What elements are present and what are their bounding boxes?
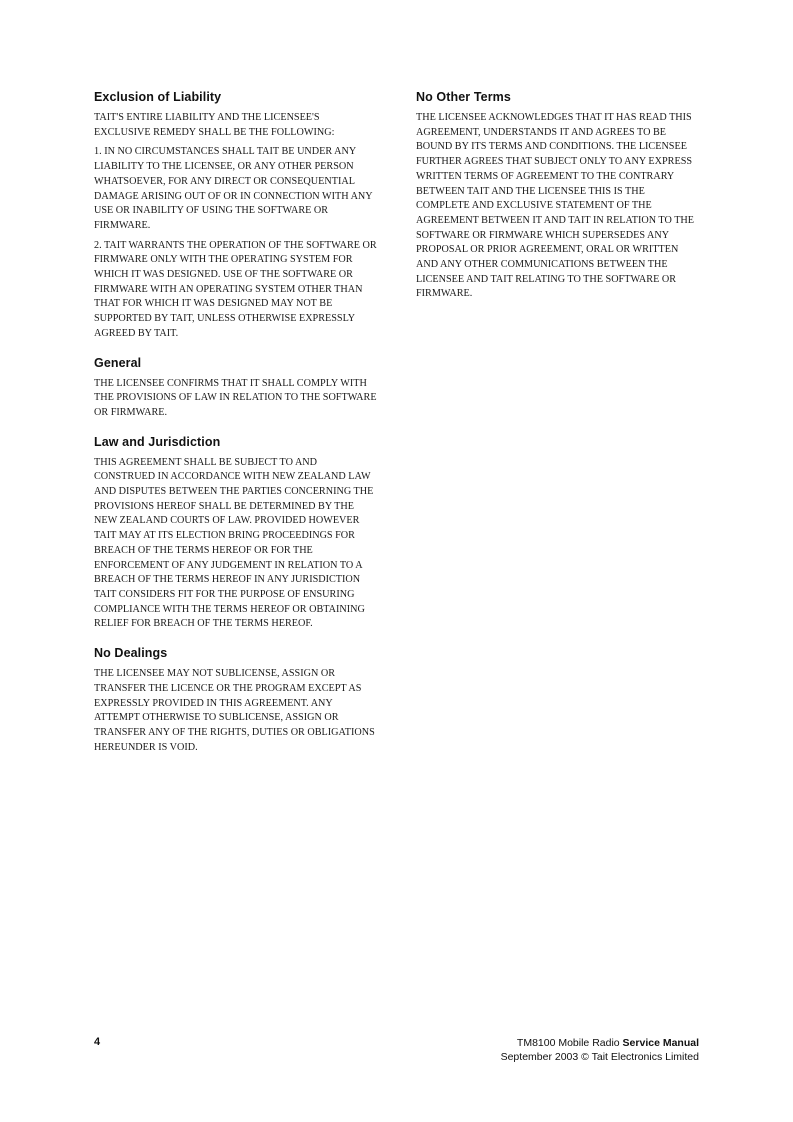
section-heading: Exclusion of Liability [94,90,222,104]
footer-info [501,1036,699,1064]
section-exclusion-of-liability [94,90,378,342]
footer-copyright: September 2003 © Tait Electronics Limited [500,1051,699,1063]
section-heading: Law and Jurisdiction [94,434,221,449]
page-number: 4 [94,1036,101,1048]
section-no-dealings [94,646,378,755]
paragraph: TAIT'S ENTIRE LIABILITY AND THE LICENSEE'S EXCLUSIVE REMEDY SHALL BE THE FOLLOWING: [94,112,335,138]
paragraph: THE LICENSEE MAY NOT SUBLICENSE, ASSIGN OR TRANSFER THE LICENCE OR THE PROGRAM EXCEPT AS EXPRESSLY PROVIDED IN THIS AGREEMENT. ANY ATTEMPT OTHERWISE TO SUBLICENSE, ASSIGN OR TRANSFER ANY OF THE RIGHTS, DUTIES OR OBLIGATIONS HEREUNDER IS VOID. [94,668,375,753]
section-heading: No Dealings [94,646,168,661]
section-law-and-jurisdiction [94,435,378,632]
paragraph: THIS AGREEMENT SHALL BE SUBJECT TO AND CONSTRUED IN ACCORDANCE WITH NEW ZEALAND LAW AND DISPUTES BETWEEN THE PARTIES CONCERNING THE PROVISIONS HEREOF SHALL BE DETERMINED BY THE NEW ZEALAND COURTS OF LAW. PROVIDED HOWEVER TAIT MAY AT ITS ELECTION BRING PROCEEDINGS FOR BREACH OF THE TERMS HEREOF OR FOR THE ENFORCEMENT OF ANY JUDGEMENT IN RELATION TO A BREACH OF THE TERMS HEREOF IN ANY JURISDICTION TAIT CONSIDERS FIT FOR THE PURPOSE OF ENSURING COMPLIANCE WITH THE TERMS HEREOF OR OBTAINING RELIEF FOR BREACH OF THE TERMS HEREOF. [94,456,374,630]
section-no-other-terms [416,90,700,302]
section-heading: General [94,355,142,370]
section-general [94,356,378,421]
right-column [416,90,700,316]
paragraph: THE LICENSEE ACKNOWLEDGES THAT IT HAS READ THIS AGREEMENT, UNDERSTANDS IT AND AGREES TO BE BOUND BY ITS TERMS AND CONDITIONS. THE LICENSEE FURTHER AGREES THAT SUBJECT ONLY TO ANY EXPRESS WRITTEN TERMS OF AGREEMENT TO THE CONTRARY BETWEEN TAIT AND THE LICENSEE THIS IS THE COMPLETE AND EXCLUSIVE STATEMENT OF THE AGREEMENT BETWEEN IT AND TAIT IN RELATION TO THE SOFTWARE OR FIRMWARE WHICH SUPERSEDES ANY PROPOSAL OR PRIOR AGREEMENT, ORAL OR WRITTEN AND ANY OTHER COMMUNICATIONS BETWEEN THE LICENSEE AND TAIT RELATING TO THE SOFTWARE OR FIRMWARE. [416,112,694,300]
section-heading: No Other Terms [416,90,511,104]
left-column [94,90,378,769]
manual-type: Service Manual [622,1037,699,1049]
footer-title-line [501,1036,699,1050]
paragraph: 2. TAIT WARRANTS THE OPERATION OF THE SOFTWARE OR FIRMWARE ONLY WITH THE OPERATING SYSTEM FOR WHICH IT WAS DESIGNED. USE OF THE SOFTWARE OR FIRMWARE WITH AN OPERATING SYSTEM OTHER THAN THAT FOR WHICH IT WAS DESIGNED MAY NOT BE SUPPORTED BY TAIT, UNLESS OTHERWISE EXPRESSLY AGREED BY TAIT. [94,239,377,339]
product-name: TM8100 Mobile Radio [516,1037,620,1049]
paragraph: THE LICENSEE CONFIRMS THAT IT SHALL COMPLY WITH THE PROVISIONS OF LAW IN RELATION TO THE SOFTWARE OR FIRMWARE. [94,377,377,418]
paragraph: 1. IN NO CIRCUMSTANCES SHALL TAIT BE UNDER ANY LIABILITY TO THE LICENSEE, OR ANY OTHER PERSON WHATSOEVER, FOR ANY DIRECT OR CONSEQUENTIAL DAMAGE ARISING OUT OF OR IN CONNECTION WITH ANY USE OR INABILITY OF USING THE SOFTWARE OR FIRMWARE. [94,146,373,231]
